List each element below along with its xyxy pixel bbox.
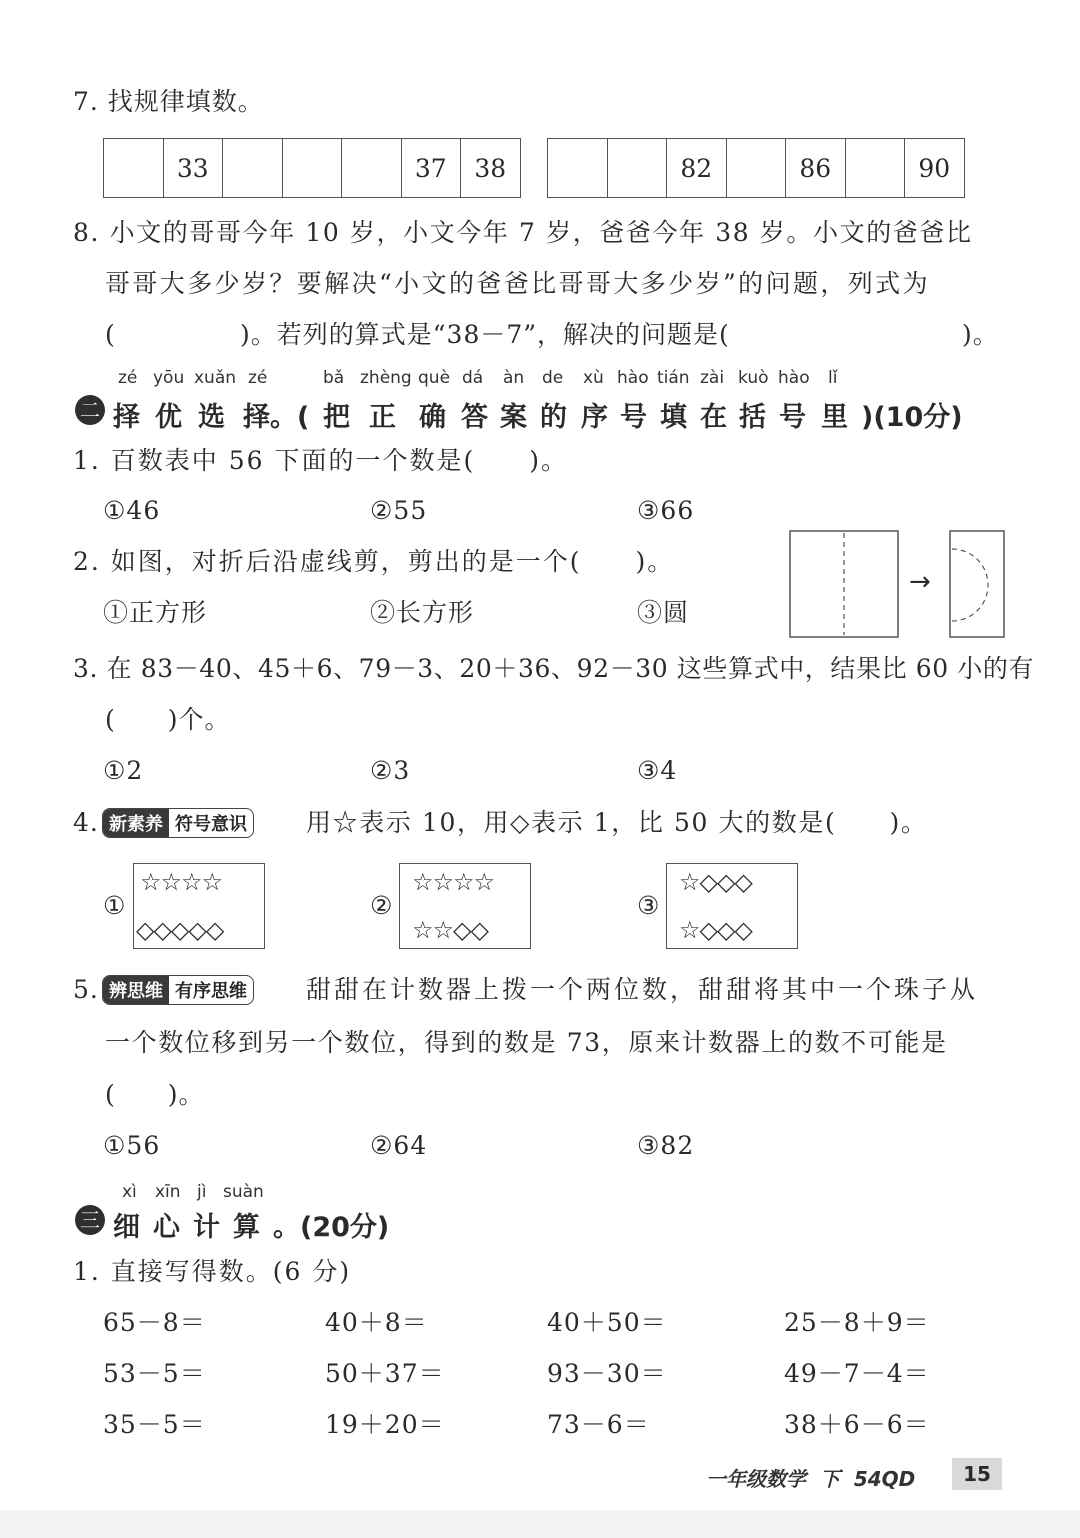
q8-line-2: 哥哥大多少岁？要解决“小文的爸爸比哥哥大多少岁”的问题，列式为 [105, 269, 930, 298]
s2q2-text: 2. 如图，对折后沿虚线剪，剪出的是一个( )。 [73, 547, 675, 576]
title-char: 算 [233, 1212, 260, 1243]
pinyin: de [542, 368, 564, 388]
title-char: 优 [155, 402, 182, 433]
symbol-box-option-3 [666, 863, 798, 949]
sec2-title [73, 393, 1073, 433]
pinyin: què [418, 368, 451, 388]
pinyin: suàn [223, 1182, 264, 1202]
s2q5-line-3: ( )。 [105, 1080, 205, 1109]
grid-cell: 86 [786, 139, 846, 197]
stars-row: ☆☆☆☆ [412, 868, 495, 896]
title-char: 案 [500, 402, 527, 433]
pinyin: hào [778, 368, 810, 388]
title-char: 心 [153, 1212, 180, 1243]
s2q5-line-2: 一个数位移到另一个数位，得到的数是 73，原来计数器上的数不可能是 [105, 1028, 948, 1057]
title-char: 确 [419, 402, 446, 433]
s3q1-text: 1. 直接写得数。(6 分) [73, 1257, 352, 1286]
pinyin: xīn [155, 1182, 181, 1202]
s2q1-text: 1. 百数表中 56 下面的一个数是( )。 [73, 446, 569, 475]
pinyin: zé [118, 368, 138, 388]
title-char: 选 [198, 402, 225, 433]
grid-cell[interactable] [283, 139, 343, 197]
badge-label: 新素养 [103, 809, 169, 837]
title-char: 把 [323, 402, 350, 433]
grid-cell: 90 [918, 153, 951, 183]
badge-sub-label: 有序思维 [175, 981, 247, 1002]
badge-label: 辨思维 [103, 976, 169, 1004]
q8-line-3-close: )。 [962, 320, 999, 349]
pinyin: àn [503, 368, 525, 388]
title-char: 括 [739, 402, 766, 433]
s2q3-line-1: 3. 在 83－40、45＋6、79－3、20＋36、92－30 这些算式中，结果比 60 小的有 [73, 654, 1035, 683]
pinyin: xuǎn [194, 368, 237, 388]
symbol-box-option-2 [399, 863, 531, 949]
q7-text: 7. 找规律填数。 [73, 87, 264, 116]
q8-line-1: 8. 小文的哥哥今年 10 岁，小文今年 7 岁，爸爸今年 38 岁。小文的爸爸比 [73, 218, 973, 247]
option-label: ① [103, 891, 127, 920]
symbol-box-option-1 [133, 863, 265, 949]
grid-cell: 82 [667, 139, 727, 197]
sec2-pinyin-row [0, 368, 1080, 388]
option: ③82 [637, 1131, 695, 1160]
option: ③圆 [637, 598, 690, 627]
pinyin: yōu [153, 368, 185, 388]
grid-cell[interactable] [846, 139, 906, 197]
option: ③4 [637, 756, 678, 785]
diamonds-row: ◇◇◇◇◇ [136, 916, 224, 944]
footer-book-title: 一年级数学 下 54QD [706, 1467, 916, 1491]
title-char: 的 [540, 402, 567, 433]
section-number-badge: 二 [75, 395, 105, 425]
equation[interactable]: 35－5＝ [103, 1410, 206, 1439]
page-bottom-edge [0, 1510, 1080, 1538]
equation[interactable]: 65－8＝ [103, 1308, 206, 1337]
grid-cell[interactable] [608, 139, 668, 197]
grid-cell: 38 [474, 153, 507, 183]
section-number-badge: 三 [75, 1205, 105, 1235]
pinyin: dá [462, 368, 484, 388]
s2q4-text: 用☆表示 10，用◇表示 1，比 50 大的数是( )。 [306, 808, 928, 837]
grid-cell[interactable] [342, 139, 402, 197]
title-char: 计 [193, 1212, 220, 1243]
q8-line-3-mid: )。若列的算式是“38－7”，解决的问题是( [240, 320, 730, 349]
stars-diamonds-row: ☆◇◇◇ [679, 916, 752, 944]
sec3-title [73, 1203, 673, 1243]
s2q5-line-1: 甜甜在计数器上拨一个两位数，甜甜将其中一个珠子从 [306, 975, 979, 1004]
equation[interactable]: 25－8＋9＝ [784, 1308, 930, 1337]
option: ③66 [637, 496, 695, 525]
fold-cut-diagram [788, 529, 1008, 641]
grid-cell[interactable] [104, 139, 164, 197]
grid-cell[interactable] [548, 139, 608, 197]
q7-grid-2 [547, 138, 965, 198]
title-char: 序 [581, 402, 608, 433]
badge-sub-label: 符号意识 [175, 814, 247, 835]
option-label: ② [370, 891, 394, 920]
pinyin: hào [617, 368, 649, 388]
stars-row: ☆☆☆☆ [140, 868, 223, 896]
pinyin: zài [700, 368, 725, 388]
s2q3-line-2: ( )个。 [105, 705, 231, 734]
pinyin: zé [248, 368, 268, 388]
option: ②长方形 [370, 598, 475, 627]
grid-cell: 37 [402, 139, 462, 197]
pinyin: jì [197, 1182, 207, 1202]
title-char: 号 [620, 402, 647, 433]
equation[interactable]: 38＋6－6＝ [784, 1410, 930, 1439]
equation[interactable]: 40＋8＝ [325, 1308, 428, 1337]
q7-grid-1 [103, 138, 521, 198]
page-number: 15 [952, 1458, 1002, 1490]
title-char: 细 [113, 1212, 140, 1243]
option: ②55 [370, 496, 428, 525]
equation[interactable]: 19＋20＝ [325, 1410, 445, 1439]
option-label: ③ [637, 891, 661, 920]
s2q4-number: 4. [73, 808, 99, 837]
pinyin: kuò [738, 368, 769, 388]
equation[interactable]: 40＋50＝ [547, 1308, 667, 1337]
equation[interactable]: 93－30＝ [547, 1359, 667, 1388]
title-char: 。(20分) [273, 1212, 390, 1243]
option: ②3 [370, 756, 411, 785]
sec3-pinyin-row [0, 1182, 1080, 1202]
title-char: 在 [700, 402, 727, 433]
title-char: 择 [113, 402, 140, 433]
equation[interactable]: 53－5＝ [103, 1359, 206, 1388]
pinyin: tián [657, 368, 690, 388]
option: ②64 [370, 1131, 428, 1160]
title-char: 里 [821, 402, 848, 433]
pinyin: xù [583, 368, 604, 388]
grid-cell[interactable] [223, 139, 283, 197]
option: ①正方形 [103, 598, 208, 627]
pinyin: bǎ [323, 368, 345, 388]
pinyin: xì [122, 1182, 137, 1202]
pinyin: lǐ [828, 368, 838, 388]
stars-diamonds-row: ☆☆◇◇ [412, 916, 488, 944]
skill-badge [102, 808, 254, 838]
title-char: 答 [461, 402, 488, 433]
q8-line-3-open: ( [105, 320, 116, 349]
skill-badge [102, 975, 254, 1005]
equation[interactable]: 73－6＝ [547, 1410, 650, 1439]
title-char: )(10分) [861, 402, 963, 433]
grid-cell[interactable] [727, 139, 787, 197]
grid-cell: 33 [164, 139, 224, 197]
arrow-right-icon: → [909, 567, 932, 597]
title-char: 择。( [243, 402, 310, 433]
equation[interactable]: 49－7－4＝ [784, 1359, 930, 1388]
s2q5-number: 5. [73, 975, 99, 1004]
pinyin: zhèng [360, 368, 412, 388]
title-char: 号 [779, 402, 806, 433]
option: ①2 [103, 756, 144, 785]
title-char: 正 [369, 402, 396, 433]
title-char: 填 [660, 402, 687, 433]
option: ①56 [103, 1131, 161, 1160]
equation[interactable]: 50＋37＝ [325, 1359, 445, 1388]
option: ①46 [103, 496, 161, 525]
stars-diamonds-row: ☆◇◇◇ [679, 868, 752, 896]
